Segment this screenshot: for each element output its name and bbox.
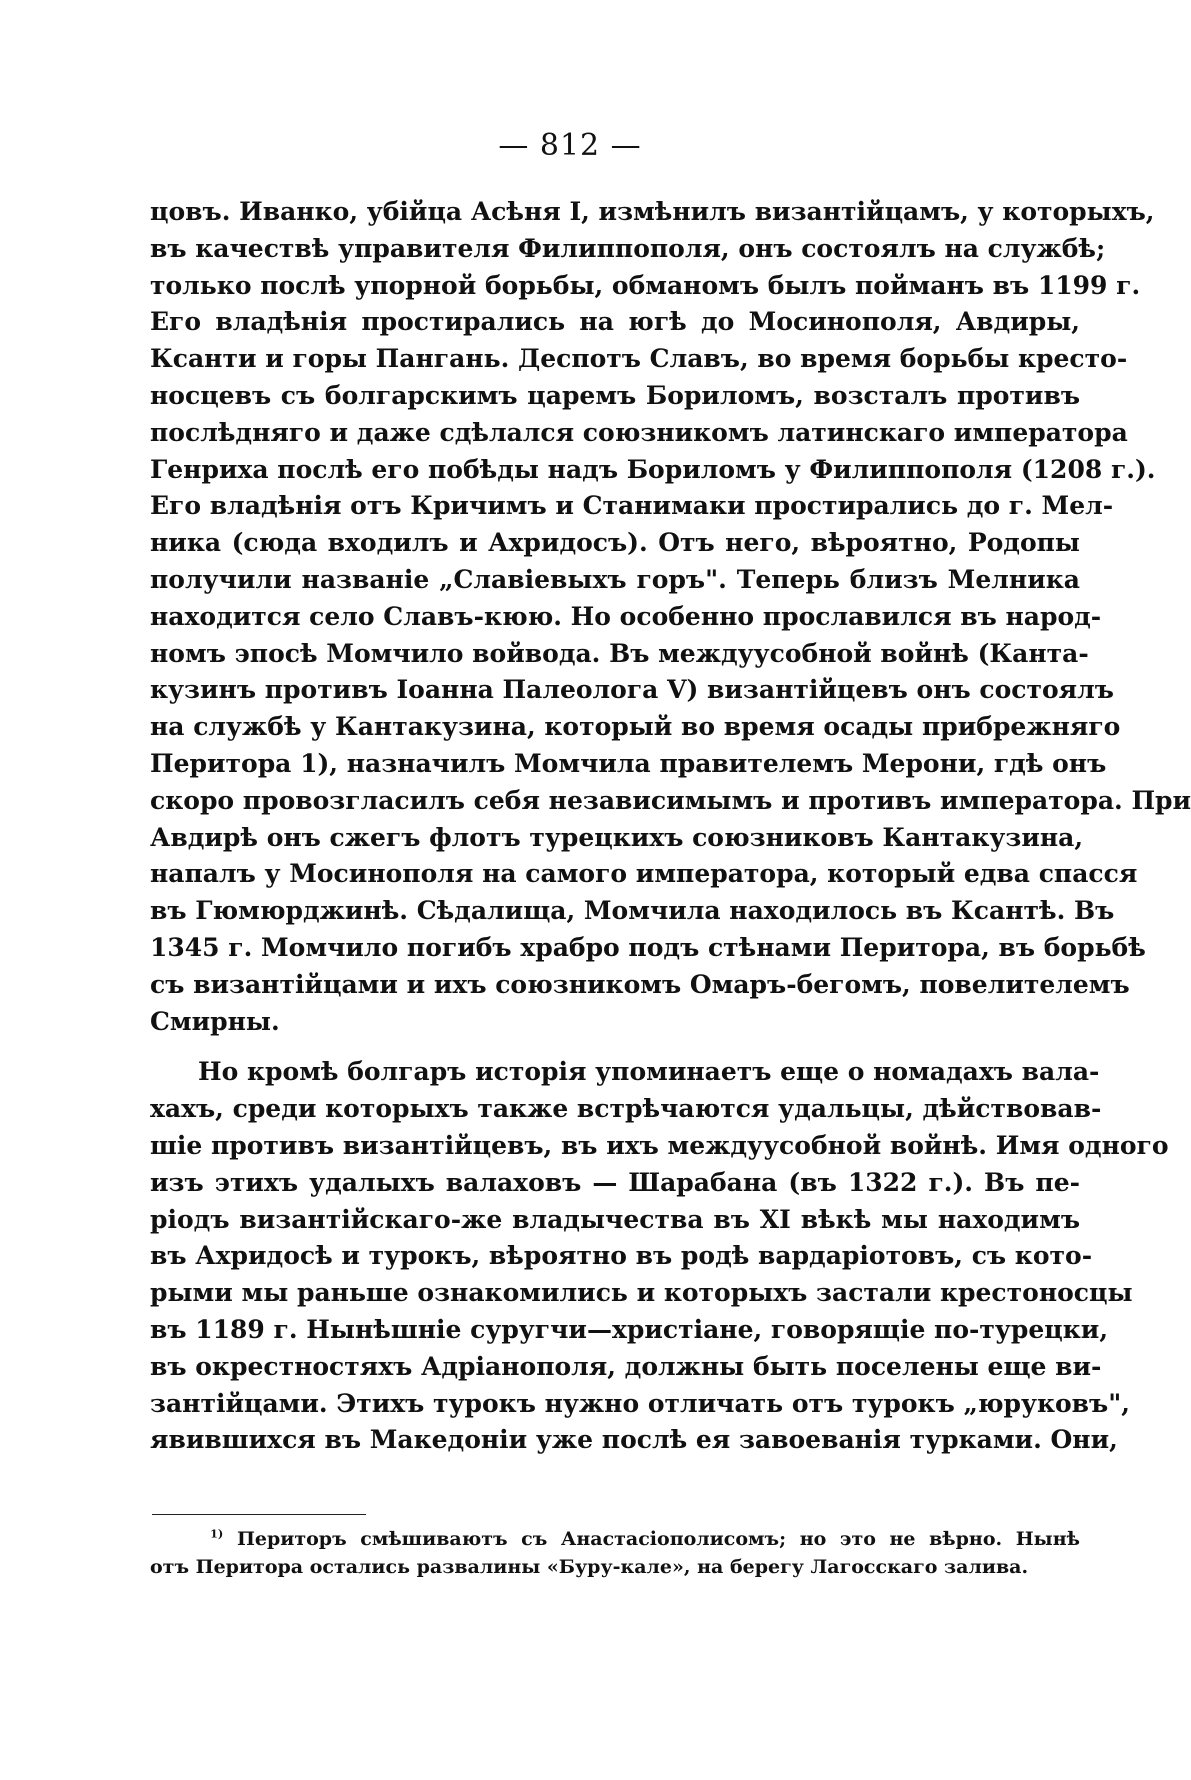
text-line: 1345 г. Момчило погибъ храбро подъ стѣнами Перитора, въ борьбѣ	[150, 932, 1146, 962]
text-line: послѣдняго и даже сдѣлался союзникомъ латинскаго императора	[150, 417, 1128, 447]
text-line: въ качествѣ управителя Филиппополя, онъ состоялъ на службѣ;	[150, 233, 1106, 263]
text-line: скоро провозгласилъ себя независимымъ и противъ императора. При	[150, 785, 1191, 815]
text-line: ника (сюда входилъ и Ахридосъ). Отъ него, вѣроятно, Родопы	[150, 528, 1080, 558]
text-line: хахъ, среди которыхъ также встрѣчаются удальцы, дѣйствовав-	[150, 1094, 1102, 1124]
text-line: номъ эпосѣ Момчило войвода. Въ междуусобной войнѣ (Канта-	[150, 638, 1089, 668]
text-line: на службѣ у Кантакузина, который во время осады прибрежняго	[150, 712, 1121, 742]
text-line: рыми мы раньше ознакомились и которыхъ застали крестоносцы	[150, 1278, 1133, 1308]
footnote-rule	[152, 1514, 366, 1515]
text-line: получили названіе „Славіевыхъ горъ". Теперь близъ Мелника	[150, 564, 1080, 594]
text-line: въ 1189 г. Нынѣшніе суругчи—христіане, говорящіе по-турецки,	[150, 1314, 1109, 1344]
text-line: Его владѣнія простирались на югѣ до Мосинополя, Авдиры,	[150, 307, 1080, 337]
text-line: напалъ у Мосинополя на самого императора, который едва спасся	[150, 859, 1138, 889]
text-line: ріодъ византійскаго-же владычества въ XI вѣкѣ мы находимъ	[150, 1204, 1080, 1234]
paragraph-2	[150, 1054, 1169, 1459]
text-line: только послѣ упорной борьбы, обманомъ былъ пойманъ въ 1199 г.	[150, 270, 1141, 300]
text-line: изъ этихъ удалыхъ валаховъ — Шарабана (въ 1322 г.). Въ пе-	[150, 1167, 1080, 1197]
text-line: кузинъ противъ Іоанна Палеолога V) византійцевъ онъ состоялъ	[150, 675, 1114, 705]
paragraph-1	[150, 194, 1191, 1040]
text-line: Авдирѣ онъ сжегъ флотъ турецкихъ союзниковъ Кантакузина,	[150, 822, 1084, 852]
text-line: Ксанти и горы Пангань. Деспотъ Славъ, во время борьбы кресто-	[150, 344, 1128, 374]
text-line: явившихся въ Македоніи уже послѣ ея завоеванія турками. Они,	[150, 1425, 1118, 1455]
text-line: находится село Славъ-кюю. Но особенно прославился въ народ-	[150, 601, 1102, 631]
footnote-marker: 1)	[210, 1526, 224, 1541]
text-line: шіе противъ византійцевъ, въ ихъ междуусобной войнѣ. Имя одного	[150, 1130, 1169, 1160]
footnote-line-2: отъ Перитора остались развалины «Буру-кале», на берегу Лагосскаго залива.	[150, 1556, 1029, 1578]
main-text	[150, 194, 1191, 1459]
page-number: — 812 —	[498, 128, 642, 163]
text-line: въ Ахридосѣ и турокъ, вѣроятно въ родѣ вардаріотовъ, съ кото-	[150, 1241, 1093, 1271]
text-line: цовъ. Иванко, убійца Асѣня I, измѣнилъ византійцамъ, у которыхъ,	[150, 197, 1155, 226]
text-line: Перитора 1), назначилъ Момчила правителемъ Мерони, гдѣ онъ	[150, 748, 1107, 778]
text-line: въ Гюмюрджинѣ. Сѣдалища, Момчила находилось въ Ксантѣ. Въ	[150, 896, 1115, 926]
footnote-line-1	[150, 1525, 1080, 1553]
footnotes	[150, 1525, 1080, 1581]
text-line: носцевъ съ болгарскимъ царемъ Бориломъ, возсталъ противъ	[150, 380, 1080, 410]
text-line: Генриха послѣ его побѣды надъ Бориломъ у Филиппополя (1208 г.).	[150, 454, 1156, 484]
text-line: въ окрестностяхъ Адріанополя, должны быть поселены еще ви-	[150, 1351, 1102, 1381]
text-line: Его владѣнія отъ Кричимъ и Станимаки простирались до г. Мел-	[150, 491, 1114, 521]
paragraph-gap	[150, 1040, 1080, 1054]
text-line: зантійцами. Этихъ турокъ нужно отличать отъ турокъ „юруковъ",	[150, 1388, 1130, 1418]
footnote-text-1: Периторъ смѣшиваютъ съ Анастасіополисомъ; но это не вѣрно. Нынѣ	[236, 1528, 1080, 1550]
text-line: съ византійцами и ихъ союзникомъ Омаръ-бегомъ, повелителемъ	[150, 969, 1130, 999]
text-line: Смирны.	[150, 1006, 280, 1036]
text-line: Но кромѣ болгаръ исторія упоминаетъ еще о номадахъ вала-	[198, 1057, 1100, 1087]
